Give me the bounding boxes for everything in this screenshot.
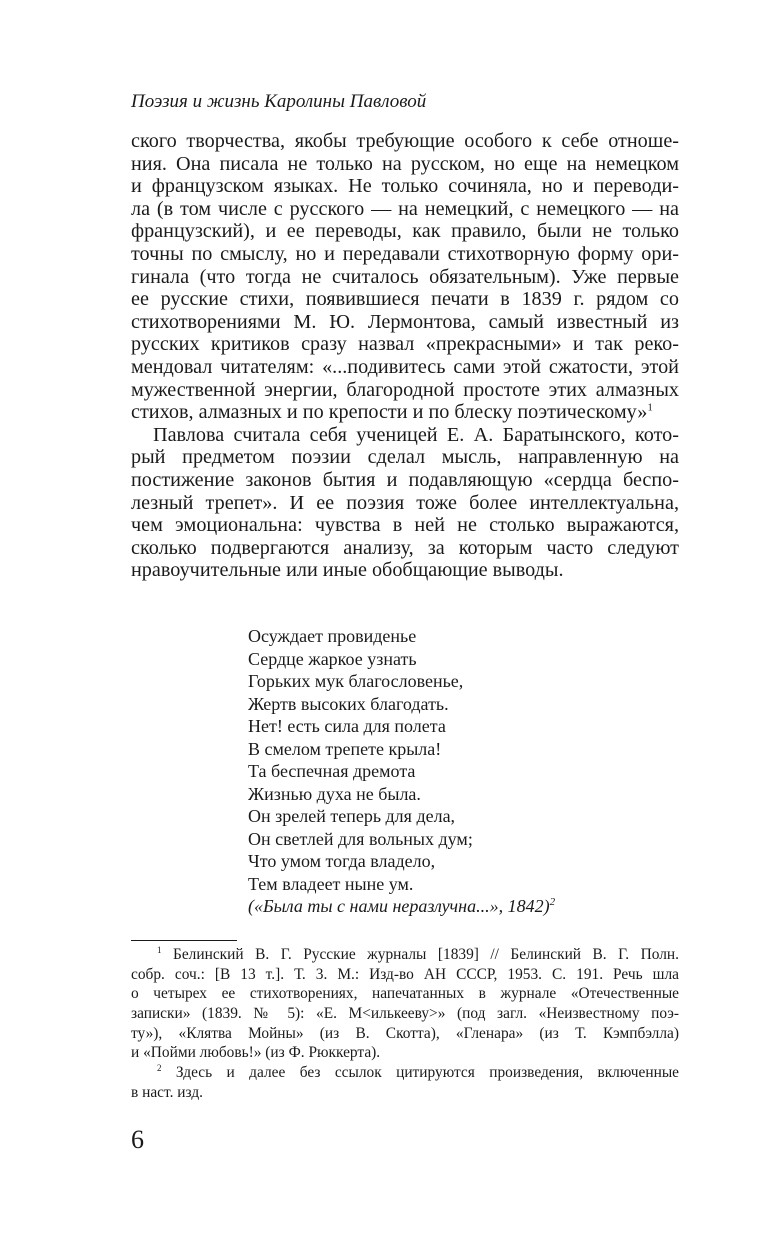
poem-line: Тем владеет ныне ум. bbox=[248, 873, 414, 894]
text-line: русских критиков сразу назвал «прекрасными» и так реко- bbox=[131, 333, 679, 356]
footnote-ref[interactable]: 2 bbox=[549, 896, 556, 908]
text-line: и французском языках. Не только сочиняла, но и переводи- bbox=[131, 175, 679, 198]
poem-line: Он светлей для вольных дум; bbox=[248, 828, 473, 849]
poem-line: Горьких мук благословенье, bbox=[248, 671, 464, 691]
footnote-line: в наст. изд. bbox=[131, 1083, 203, 1101]
footnote-line: собр. соч.: [В 13 т.]. Т. 3. М.: Изд-во АН СССР, 1953. С. 191. Речь шла bbox=[131, 965, 679, 983]
footnote-text: Здесь и далее без ссылок цитируются произведения, включенные bbox=[175, 1064, 679, 1082]
text-line: постижение законов бытия и подавляющую «сердца беспо- bbox=[131, 468, 679, 491]
poem-line: Он зрелей теперь для дела, bbox=[248, 806, 456, 826]
footnote-line bbox=[131, 1063, 679, 1083]
poem-line: Осуждает провиденье bbox=[248, 626, 417, 646]
text-line: мендовал читателям: «...подивитесь сами этой сжатости, этой bbox=[131, 355, 679, 378]
poem-line: Та беспечная дремота bbox=[248, 761, 416, 781]
running-head: Поэзия и жизнь Каролины Павловой bbox=[131, 91, 427, 112]
text-line: лезный трепет». И ее поэзия тоже более интеллектуальна, bbox=[131, 491, 679, 514]
text-line: мужественной энергии, благородной простоте этих алмазных bbox=[131, 378, 679, 401]
poem-line: Жизнью духа не была. bbox=[248, 783, 421, 804]
poem-source-text: («Была ты с нами неразлучна...», 1842) bbox=[248, 896, 550, 916]
poem bbox=[248, 625, 555, 918]
text-line: рый предметом поэзии сделал мысль, направленную на bbox=[131, 446, 679, 469]
text-line: Павлова считала себя ученицей Е. А. Баратынского, кото- bbox=[153, 423, 679, 446]
poem-source bbox=[248, 895, 555, 918]
text-line: французский), и ее переводы, как правило, были не только bbox=[131, 220, 679, 243]
footnote-line: ту»), «Клятва Мойны» (из В. Скотта), «Гленара» (из Т. Кэмпбэлла) bbox=[131, 1024, 679, 1042]
footnote-ref[interactable]: 1 bbox=[647, 401, 653, 414]
text-line: сколько подвергаются анализу, за которым часто следуют bbox=[131, 536, 679, 559]
poem-line: В смелом трепете крыла! bbox=[248, 738, 442, 759]
body-text bbox=[131, 130, 679, 582]
text-line: нравоучительные или иные обобщающие выводы. bbox=[131, 559, 564, 582]
text-line: ния. Она писала не только на русском, но еще на немецком bbox=[131, 152, 679, 175]
footnote-line: записки» (1839. № 5): «Е. М<илькееву>» (под загл. «Неизвестному поэ- bbox=[131, 1005, 679, 1023]
text-line: ла (в том числе с русского — на немецкий, с немецкого — на bbox=[131, 197, 679, 220]
poem-line: Жертв высоких благодать. bbox=[248, 693, 449, 714]
text-line: ее русские стихи, появившиеся печати в 1839 г. рядом со bbox=[131, 288, 679, 311]
poem-line: Нет! есть сила для полета bbox=[248, 716, 446, 736]
footnotes bbox=[131, 945, 679, 1103]
text-line: стихотворениями М. Ю. Лермонтова, самый известный из bbox=[131, 310, 679, 333]
footnote-line bbox=[131, 945, 679, 965]
footnote-number: 2 bbox=[157, 1063, 162, 1073]
text-line: точны по смыслу, но и передавали стихотворную форму ори- bbox=[131, 242, 679, 265]
footnote-line: о четырех ее стихотворениях, напечатанных в журнале «Отечественные bbox=[131, 985, 679, 1003]
text-line: ского творчества, якобы требующие особого к себе отноше- bbox=[131, 130, 679, 152]
text-line-content: стихов, алмазных и по крепости и по блеску поэтическому» bbox=[131, 401, 648, 424]
poem-line: Сердце жаркое узнать bbox=[248, 648, 417, 669]
text-line: чем эмоциональна: чувства в ней не столько выражаются, bbox=[131, 514, 679, 537]
footnote-divider bbox=[131, 940, 237, 941]
footnote-number: 1 bbox=[157, 944, 162, 955]
text-line bbox=[131, 401, 679, 424]
page-number: 6 bbox=[131, 1125, 144, 1154]
text-line: гинала (что тогда не считалось обязательным). Уже первые bbox=[131, 265, 679, 288]
poem-line: Что умом тогда владело, bbox=[248, 851, 436, 871]
footnote-line: и «Пойми любовь!» (из Ф. Рюккерта). bbox=[131, 1044, 381, 1062]
footnote-text: Белинский В. Г. Русские журналы [1839] // Белинский В. Г. Полн. bbox=[173, 946, 679, 963]
